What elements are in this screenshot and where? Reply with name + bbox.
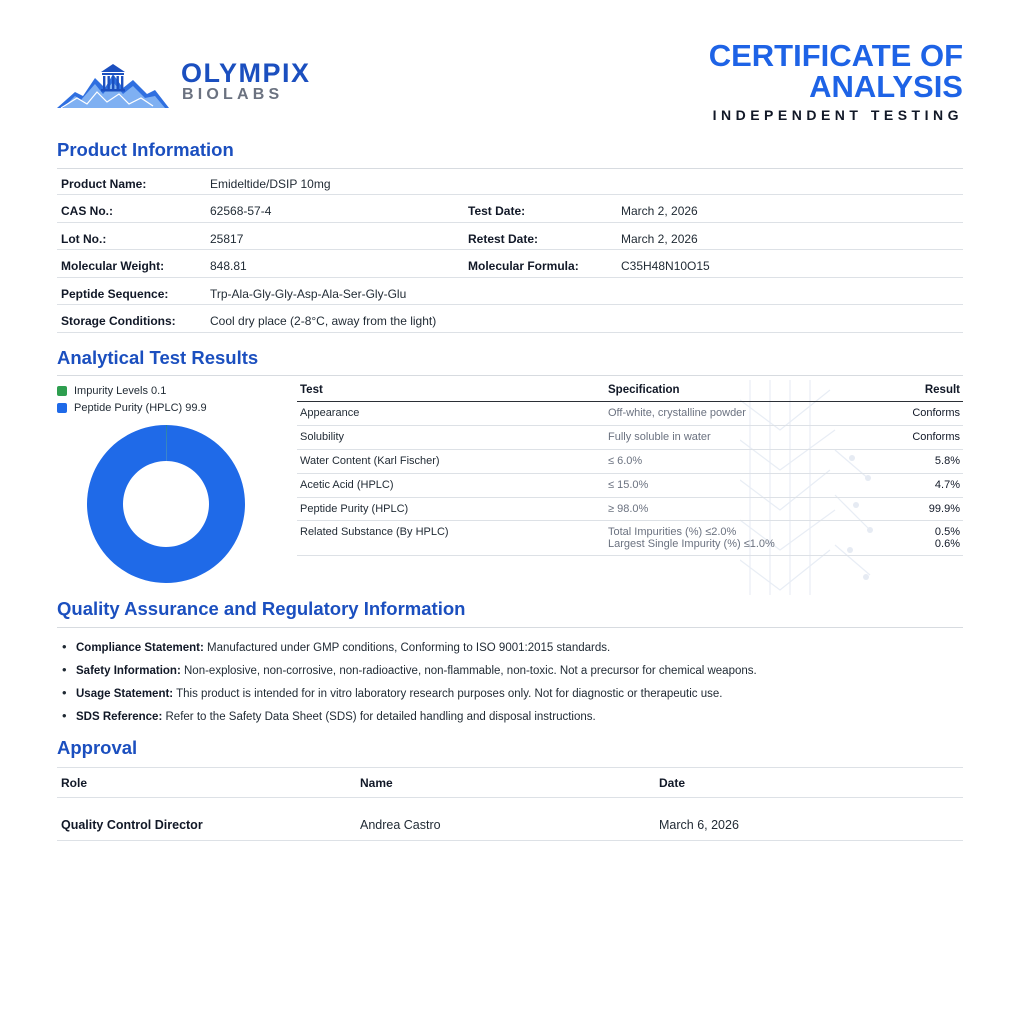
info-value: March 2, 2026 (621, 232, 698, 246)
approval-role: Quality Control Director (61, 818, 203, 832)
brand-subtitle: BIOLABS (182, 86, 284, 103)
qa-item-text: Manufactured under GMP conditions, Conforming to ISO 9001:2015 standards. (207, 642, 611, 654)
document-subtitle: INDEPENDENT TESTING (712, 107, 963, 123)
results-table-row (297, 402, 963, 426)
info-label: Storage Conditions: (61, 314, 176, 328)
legend-swatch-purity (57, 403, 67, 413)
result-test: Acetic Acid (HPLC) (300, 479, 394, 491)
approval-table-header (57, 767, 963, 798)
document-title-line-1: CERTIFICATE OF (708, 38, 963, 73)
result-spec-secondary: Largest Single Impurity (%) ≤1.0% (608, 538, 775, 550)
info-label: Retest Date: (468, 232, 539, 246)
analytical-results-heading: Analytical Test Results (57, 347, 259, 368)
result-value: Conforms (912, 431, 960, 443)
bullet-icon: • (62, 662, 67, 677)
result-test: Appearance (300, 407, 360, 419)
info-label: Lot No.: (61, 232, 107, 246)
qa-item-label: Safety Information: (76, 665, 181, 677)
info-value: 62568-57-4 (210, 204, 272, 218)
info-value: C35H48N10O15 (621, 259, 710, 273)
legend-label: Impurity Levels 0.1 (74, 385, 167, 397)
document-title (543, 40, 963, 102)
results-header-spec: Specification (608, 384, 680, 396)
brand-name: OLYMPIX (181, 58, 311, 88)
result-test: Peptide Purity (HPLC) (300, 503, 409, 515)
result-value: 5.8% (934, 455, 960, 467)
info-label: Product Name: (61, 177, 147, 191)
results-table-row (297, 426, 963, 450)
approval-header-role: Role (61, 776, 88, 790)
result-value: 99.9% (928, 503, 960, 515)
product-info-row (57, 250, 963, 278)
bullet-icon: • (62, 708, 67, 723)
document-title-line-2: ANALYSIS (809, 69, 963, 104)
results-table-row (297, 498, 963, 521)
info-label: Molecular Weight: (61, 259, 165, 273)
qa-item-text: Non-explosive, non-corrosive, non-radioactive, non-flammable, non-toxic. Not a precursor for chemical weapons. (184, 665, 757, 677)
results-table-row (297, 474, 963, 498)
info-value: 25817 (210, 232, 244, 246)
results-table-row (297, 521, 963, 556)
info-value: Trp-Ala-Gly-Gly-Asp-Ala-Ser-Gly-Glu (210, 287, 407, 301)
product-info-row (57, 195, 963, 223)
result-value: Conforms (912, 407, 960, 419)
qa-divider (57, 627, 963, 628)
info-value: Emideltide/DSIP 10mg (210, 177, 331, 191)
approval-header-name: Name (360, 776, 393, 790)
info-value: 848.81 (210, 259, 247, 273)
result-test: Water Content (Karl Fischer) (300, 455, 440, 467)
qa-list-item (62, 639, 610, 654)
result-value: 0.5% (934, 526, 960, 538)
info-value: Cool dry place (2-8°C, away from the light) (210, 314, 437, 328)
approval-date: March 6, 2026 (659, 818, 739, 832)
product-info-row (57, 305, 963, 333)
chart-legend-item (57, 384, 166, 398)
result-spec: ≤ 15.0% (608, 479, 649, 491)
product-info-row (57, 168, 963, 195)
result-test: Solubility (300, 431, 345, 443)
result-test: Related Substance (By HPLC) (300, 526, 449, 538)
mountain-temple-logo-icon (57, 58, 169, 110)
result-spec: Total Impurities (%) ≤2.0% (608, 526, 737, 538)
qa-list-item (62, 708, 596, 723)
product-info-heading: Product Information (57, 139, 234, 160)
legend-swatch-impurity (57, 386, 67, 396)
product-info-row (57, 223, 963, 250)
result-spec: ≥ 98.0% (608, 503, 649, 515)
qa-list-item (62, 662, 757, 677)
approval-table-row (57, 798, 963, 841)
result-spec: Fully soluble in water (608, 431, 711, 443)
legend-label: Peptide Purity (HPLC) 99.9 (74, 402, 207, 414)
info-label: Molecular Formula: (468, 259, 579, 273)
info-label: Test Date: (468, 204, 526, 218)
chart-legend-item (57, 401, 207, 415)
results-table-row (297, 450, 963, 474)
analytical-results-divider (57, 375, 963, 376)
qa-item-text: This product is intended for in vitro laboratory research purposes only. Not for diagnostic or therapeutic use. (176, 688, 723, 700)
results-header-test: Test (300, 384, 323, 396)
result-value: 4.7% (934, 479, 960, 491)
bullet-icon: • (62, 639, 67, 654)
purity-donut-chart (86, 424, 246, 584)
results-header-result: Result (924, 384, 960, 396)
qa-heading: Quality Assurance and Regulatory Information (57, 598, 466, 619)
qa-item-label: SDS Reference: (76, 711, 163, 723)
results-table-header (297, 380, 963, 402)
qa-list-item (62, 685, 722, 700)
product-info-row (57, 278, 963, 305)
approval-header-date: Date (659, 776, 686, 790)
result-spec: ≤ 6.0% (608, 455, 643, 467)
info-value: March 2, 2026 (621, 204, 698, 218)
result-spec: Off-white, crystalline powder (608, 407, 746, 419)
result-value-secondary: 0.6% (934, 538, 960, 550)
approval-name: Andrea Castro (360, 818, 441, 832)
approval-heading: Approval (57, 737, 138, 758)
qa-item-text: Refer to the Safety Data Sheet (SDS) for detailed handling and disposal instructions. (165, 711, 596, 723)
donut-slice-peptide-purity-hplc (87, 425, 245, 583)
info-label: CAS No.: (61, 204, 113, 218)
qa-item-label: Usage Statement: (76, 688, 174, 700)
bullet-icon: • (62, 685, 67, 700)
info-label: Peptide Sequence: (61, 287, 169, 301)
qa-item-label: Compliance Statement: (76, 642, 204, 654)
